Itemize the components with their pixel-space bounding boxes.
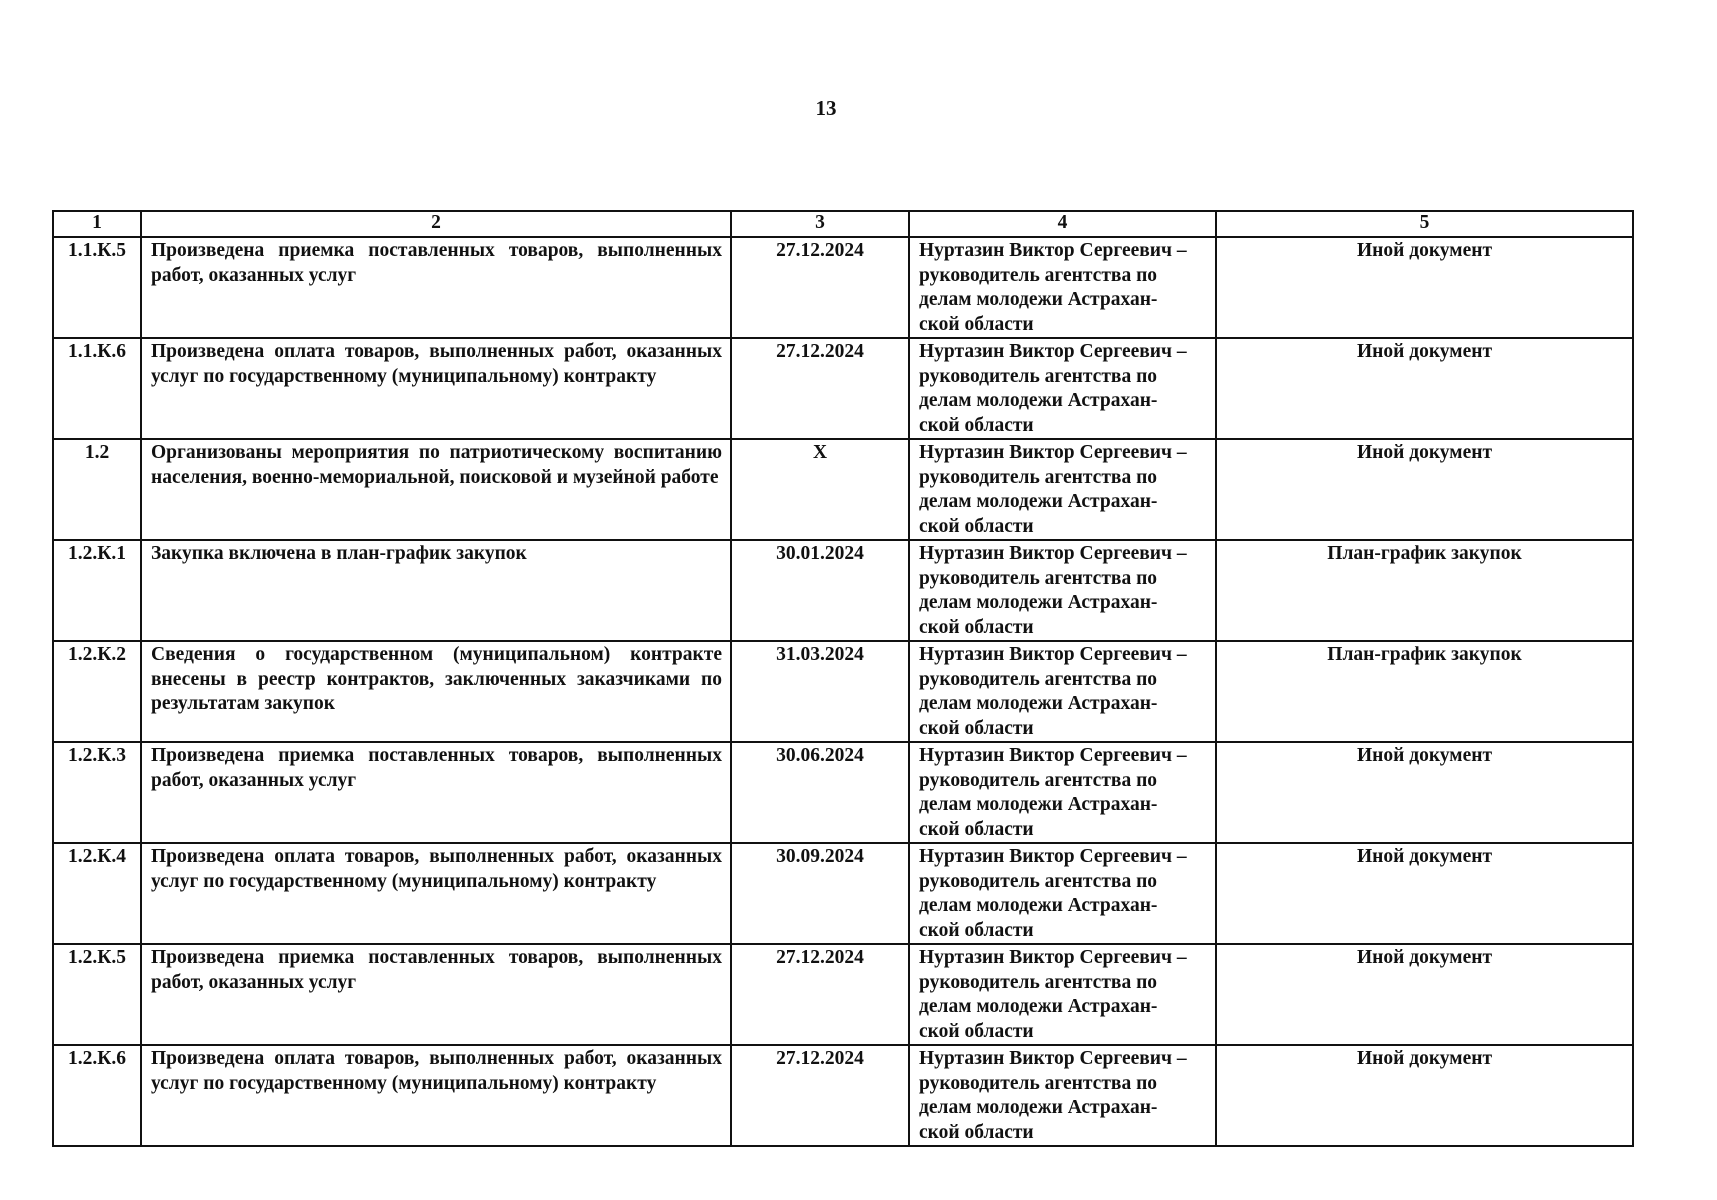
row-responsible: Нуртазин Виктор Сергеевич – руководитель агентства по делам молодежи Астрахан- ской области (909, 439, 1216, 540)
header-cell-4: 4 (909, 211, 1216, 237)
table-row (53, 540, 1633, 641)
row-responsible: Нуртазин Виктор Сергеевич – руководитель агентства по делам молодежи Астрахан- ской области (909, 338, 1216, 439)
row-date: 27.12.2024 (731, 237, 909, 338)
row-result: Сведения о государственном (муниципальном) контракте внесены в реестр контрактов, заключенных заказчиками по результатам закупок (141, 641, 731, 742)
row-date: 30.06.2024 (731, 742, 909, 843)
row-result: Произведена приемка поставленных товаров, выполненных работ, оказанных услуг (141, 742, 731, 843)
header-cell-1: 1 (53, 211, 141, 237)
row-date: 27.12.2024 (731, 944, 909, 1045)
table-row (53, 338, 1633, 439)
row-result: Произведена оплата товаров, выполненных работ, оказанных услуг по государственному (муниципальному) контракту (141, 338, 731, 439)
row-responsible: Нуртазин Виктор Сергеевич – руководитель агентства по делам молодежи Астрахан- ской области (909, 944, 1216, 1045)
row-document: План-график закупок (1216, 641, 1633, 742)
table-row (53, 944, 1633, 1045)
row-number: 1.1.К.6 (53, 338, 141, 439)
row-document: Иной документ (1216, 439, 1633, 540)
row-result: Закупка включена в план-график закупок (141, 540, 731, 641)
table-body (53, 237, 1633, 1146)
row-document: Иной документ (1216, 237, 1633, 338)
row-responsible: Нуртазин Виктор Сергеевич – руководитель агентства по делам молодежи Астрахан- ской области (909, 237, 1216, 338)
row-responsible: Нуртазин Виктор Сергеевич – руководитель агентства по делам молодежи Астрахан- ской области (909, 540, 1216, 641)
row-number: 1.2.К.4 (53, 843, 141, 944)
row-date: 30.01.2024 (731, 540, 909, 641)
table-header (53, 211, 1633, 237)
table-row (53, 641, 1633, 742)
row-responsible: Нуртазин Виктор Сергеевич – руководитель агентства по делам молодежи Астрахан- ской области (909, 1045, 1216, 1146)
row-document: Иной документ (1216, 742, 1633, 843)
row-result: Произведена приемка поставленных товаров, выполненных работ, оказанных услуг (141, 237, 731, 338)
row-result: Произведена оплата товаров, выполненных работ, оказанных услуг по государственному (муниципальному) контракту (141, 843, 731, 944)
row-date: 31.03.2024 (731, 641, 909, 742)
row-document: План-график закупок (1216, 540, 1633, 641)
row-number: 1.1.К.5 (53, 237, 141, 338)
row-number: 1.2.К.3 (53, 742, 141, 843)
row-date: 27.12.2024 (731, 338, 909, 439)
row-document: Иной документ (1216, 944, 1633, 1045)
table-row (53, 1045, 1633, 1146)
row-result: Произведена приемка поставленных товаров, выполненных работ, оказанных услуг (141, 944, 731, 1045)
row-document: Иной документ (1216, 1045, 1633, 1146)
page-number: 13 (815, 96, 837, 120)
row-date: 30.09.2024 (731, 843, 909, 944)
row-document: Иной документ (1216, 843, 1633, 944)
header-cell-3: 3 (731, 211, 909, 237)
row-date: Х (731, 439, 909, 540)
table-row (53, 439, 1633, 540)
header-cell-2: 2 (141, 211, 731, 237)
row-number: 1.2.К.6 (53, 1045, 141, 1146)
row-responsible: Нуртазин Виктор Сергеевич – руководитель агентства по делам молодежи Астрахан- ской области (909, 641, 1216, 742)
row-date: 27.12.2024 (731, 1045, 909, 1146)
row-number: 1.2.К.1 (53, 540, 141, 641)
row-number: 1.2.К.2 (53, 641, 141, 742)
row-result: Организованы мероприятия по патриотическому воспитанию населения, военно-мемориальной, поисковой и музейной работе (141, 439, 731, 540)
row-document: Иной документ (1216, 338, 1633, 439)
row-number: 1.2 (53, 439, 141, 540)
header-cell-5: 5 (1216, 211, 1633, 237)
header-row (53, 211, 1633, 237)
row-number: 1.2.К.5 (53, 944, 141, 1045)
row-responsible: Нуртазин Виктор Сергеевич – руководитель агентства по делам молодежи Астрахан- ской области (909, 742, 1216, 843)
row-result: Произведена оплата товаров, выполненных работ, оказанных услуг по государственному (муниципальному) контракту (141, 1045, 731, 1146)
plan-table (52, 210, 1634, 1147)
table-row (53, 742, 1633, 843)
table-row (53, 237, 1633, 338)
table-row (53, 843, 1633, 944)
row-responsible: Нуртазин Виктор Сергеевич – руководитель агентства по делам молодежи Астрахан- ской области (909, 843, 1216, 944)
